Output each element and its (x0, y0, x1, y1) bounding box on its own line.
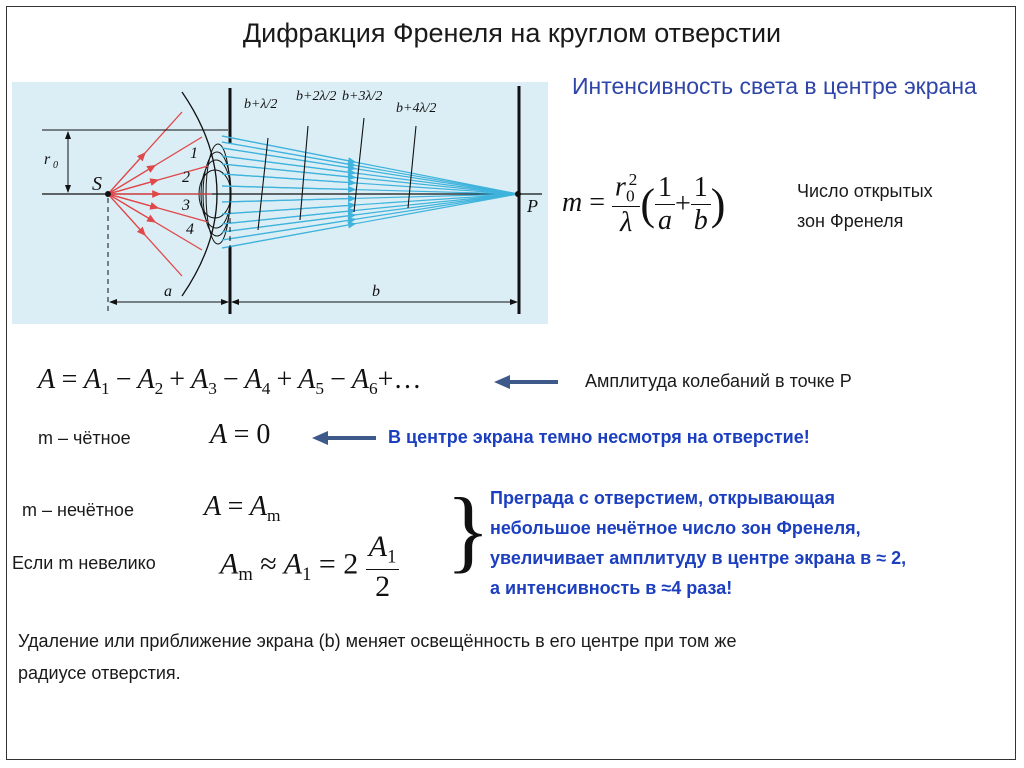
source-ray-arrow-6 (108, 194, 155, 222)
amp-term-1: A (83, 364, 102, 395)
open-zones-label-line2: зон Френеля (797, 211, 904, 231)
small-A1: A (283, 547, 303, 581)
odd-label: m – нечётное (22, 500, 134, 520)
formula-m-lambda: λ (620, 207, 633, 239)
source-ray-arrow-1 (108, 153, 145, 194)
distance-a-label: a (164, 283, 172, 300)
odd-A: A (204, 491, 221, 522)
small-frac-den: 2 (375, 569, 391, 603)
odd-eq: = (227, 491, 244, 522)
odd-note-line-3: увеличивает амплитуду в центре экрана в ≈ 2, (490, 548, 907, 568)
even-eq: = (233, 419, 250, 450)
even-formula (210, 419, 270, 451)
zone-number-2: 2 (182, 169, 190, 186)
small-two: 2 (343, 547, 359, 581)
zone-ray-arrow-7 (222, 186, 355, 190)
small-frac-num-sub: 1 (387, 546, 397, 568)
source-ray-arrow-7 (108, 194, 145, 235)
small-frac (366, 530, 400, 604)
open-zones-label-line1: Число открытых (797, 181, 933, 201)
path-label-4: b+4λ/2 (396, 101, 437, 116)
formula-m-one-a: 1 (655, 172, 675, 205)
amp-op-6: − (330, 364, 346, 395)
formula-m-frac (612, 170, 640, 239)
small-eq: = (318, 547, 336, 581)
path-length-marker-1 (258, 138, 268, 230)
odd-note-line-4: а интенсивность в ≈4 раза! (490, 578, 733, 598)
formula-m-r: r (615, 171, 626, 203)
formula-m-frac-a (655, 172, 675, 237)
curly-brace: } (446, 479, 491, 581)
formula-m-eq: = (589, 187, 606, 219)
amplitude-label: Амплитуда колебаний в точке Р (585, 371, 852, 391)
formula-m-plus: + (674, 188, 691, 220)
path-label-3: b+3λ/2 (342, 89, 383, 104)
zone-number-4: 4 (186, 221, 194, 238)
open-zones-label (797, 176, 933, 236)
amp-term-sub-5: 5 (315, 379, 325, 399)
odd-formula (204, 491, 281, 526)
amp-op-2: − (115, 364, 132, 395)
slide-title: Дифракция Френеля на круглом отверстии (242, 18, 782, 48)
formula-m-lparen: ( (640, 180, 655, 230)
amp-op-4: − (222, 364, 239, 395)
even-note: В центре экрана темно несмотря на отверстие! (388, 427, 810, 447)
even-arrow-icon (312, 430, 378, 446)
amp-tail: +… (377, 364, 422, 395)
odd-note (490, 483, 906, 603)
source-ray-arrow-3 (108, 180, 158, 194)
bottom-text-line-2: радиусе отверстия. (18, 663, 181, 683)
source-ray-arrow-2 (108, 166, 155, 195)
fresnel-diagram (12, 82, 548, 324)
zone-number-1: 1 (190, 145, 198, 162)
small-A-sub: m (238, 564, 253, 586)
path-length-marker-4 (408, 126, 416, 208)
formula-m-a: a (657, 205, 672, 237)
odd-note-line-1: Преграда с отверстием, открывающая (490, 488, 835, 508)
small-A1-sub: 1 (302, 564, 312, 586)
zone-ray-arrow-2 (222, 142, 355, 165)
zone-ray-arrow-13 (222, 224, 355, 248)
amplitude-arrow-icon (494, 374, 560, 390)
amp-term-2: A (137, 364, 155, 395)
formula-m-b: b (693, 205, 708, 237)
zone-number-3: 3 (182, 197, 190, 214)
intensity-heading (572, 70, 992, 102)
amp-term-5: A (298, 364, 316, 395)
path-label-2: b+2λ/2 (296, 89, 337, 104)
amp-op-5: + (276, 364, 293, 395)
bottom-text-line-1: Удаление или приближение экрана (b) меняет освещённость в его центре при том же (18, 631, 737, 651)
amplitude-series-formula (38, 364, 421, 399)
odd-rhs-sub: m (267, 506, 281, 526)
point-label: P (527, 196, 538, 216)
amp-term-3: A (191, 364, 209, 395)
even-zero: 0 (256, 419, 271, 450)
formula-m (562, 170, 725, 239)
radius-label: r (44, 151, 51, 168)
source-label: S (92, 173, 102, 195)
formula-m-r-sub: 0 (625, 186, 635, 206)
formula-m-frac-b (691, 172, 711, 237)
bottom-text (18, 625, 736, 689)
small-approx: ≈ (260, 547, 277, 581)
formula-m-r-sup: 2 (628, 170, 638, 189)
formula-m-one-b: 1 (691, 172, 711, 205)
amp-term-sub-6: 6 (368, 379, 378, 399)
even-A: A (210, 419, 227, 450)
radius-sub-label: 0 (53, 160, 58, 171)
small-A: A (220, 547, 239, 581)
path-label-1: b+λ/2 (244, 97, 278, 112)
source-ray-arrow-5 (108, 194, 158, 208)
even-label: m – чётное (38, 428, 131, 448)
amp-eq: = (61, 364, 78, 395)
odd-rhs: A (249, 491, 268, 522)
amp-term-sub-2: 2 (154, 379, 164, 399)
observation-point (515, 191, 521, 197)
distance-b-label: b (372, 283, 380, 300)
amp-term-sub-1: 1 (101, 379, 110, 399)
amp-term-sub-3: 3 (208, 379, 217, 399)
amp-op-3: + (169, 364, 186, 395)
small-frac-num: A (368, 530, 388, 563)
amp-A: A (38, 364, 55, 395)
amp-term-6: A (351, 364, 369, 395)
amp-term-sub-4: 4 (261, 379, 271, 399)
fresnel-diagram-svg (12, 82, 548, 324)
formula-m-lhs: m (562, 187, 583, 219)
source-point (105, 191, 111, 197)
small-m-label: Если m невелико (12, 553, 156, 573)
amp-term-4: A (244, 364, 262, 395)
formula-m-rparen: ) (710, 180, 726, 230)
intensity-heading-text: Интенсивность света в центре экрана (572, 73, 977, 99)
small-m-formula (220, 530, 399, 604)
odd-note-line-2: небольшое нечётное число зон Френеля, (490, 518, 861, 538)
zone-ray-arrow-8 (222, 198, 355, 202)
